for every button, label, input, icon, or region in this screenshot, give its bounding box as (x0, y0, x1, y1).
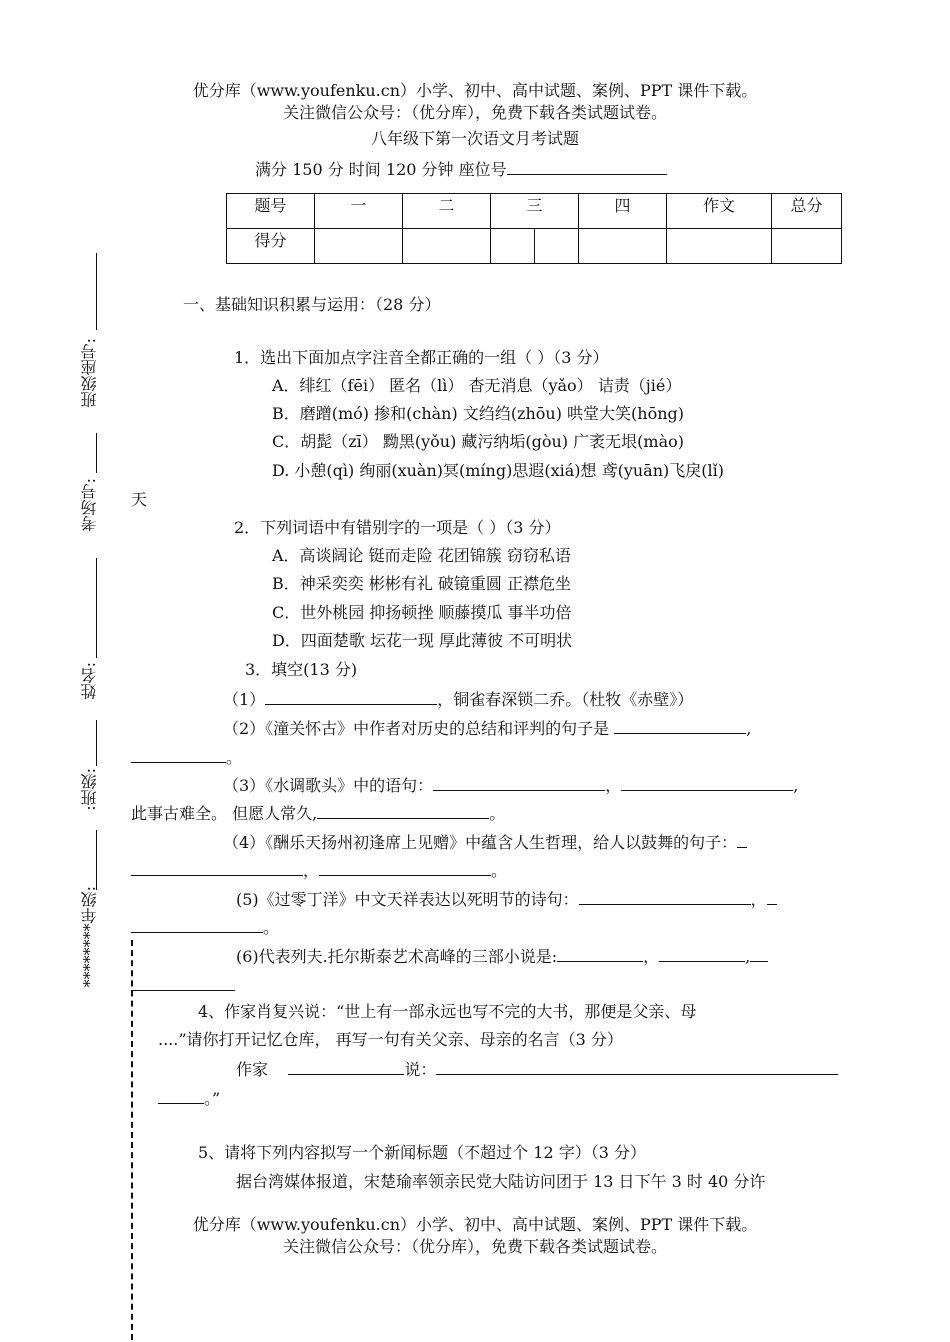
q2-option-b: B．神采奕奕 彬彬有礼 破镜重圆 正襟危坐 (272, 574, 572, 593)
q3-item-1 (223, 688, 693, 710)
q4-stem: 4、作家肖复兴说：“世上有一部永远也写不完的大书，那便是父亲、母 (198, 1002, 697, 1021)
exam-room-label: 考场号: (80, 478, 99, 532)
score-table-cell: 作文 (667, 194, 772, 229)
q4-said-label: 说： (404, 1060, 437, 1079)
score-table-cell: 一 (315, 194, 403, 229)
score-table-cell: 四 (579, 194, 667, 229)
q3-blank[interactable] (557, 945, 643, 962)
q3-blank[interactable] (265, 688, 437, 705)
q3-item-1-text: ，铜雀春深锁二乔。（杜牧《赤壁》） (437, 690, 694, 709)
footer-wechat-line: 关注微信公众号：（优分库），免费下载各类试题试卷。 (282, 1237, 667, 1256)
q4-writer-label: 作家 (236, 1060, 269, 1079)
q3-blank[interactable] (614, 717, 746, 734)
name-label: 姓名: (80, 662, 99, 700)
q3-blank[interactable] (319, 859, 491, 876)
q3-item-2-end: 。 (226, 748, 243, 767)
q3-item-4 (223, 831, 747, 853)
q3-blank[interactable] (131, 859, 303, 876)
q3-blank[interactable] (131, 974, 235, 991)
score-cell-total[interactable] (772, 229, 842, 264)
q3-blank[interactable] (131, 916, 263, 933)
q2-option-c: C．世外桃园 抑扬顿挫 顺藤摸瓜 事半功倍 (272, 603, 572, 622)
score-table-cell: 得分 (227, 229, 315, 264)
q3-item-6-text: (6)代表列夫.托尔斯泰艺术高峰的三部小说是: (236, 947, 558, 966)
q3-item-5: (5)《过零丁洋》中文天祥表达以死明节的诗句： ， (236, 888, 777, 910)
q3-item-4-text: （4）《酬乐天扬州初逢席上见赠》中蕴含人生哲理，给人以鼓舞的句子： (223, 833, 738, 852)
q2-option-d: D．四面楚歌 坛花一现 厚此薄彼 不可明状 (272, 631, 573, 650)
seat-number-blank[interactable] (507, 158, 667, 175)
q4-quote-blank[interactable] (158, 1087, 204, 1104)
q4-answer-line (236, 1058, 838, 1080)
q3-item-3-cont (131, 802, 505, 824)
q3-item-2-text: （2）《潼关怀古》中作者对历史的总结和评判的句子是 (223, 719, 610, 738)
score-cell-3a[interactable] (491, 229, 535, 264)
score-table-cell: 总分 (772, 194, 842, 229)
q3-item-3-text: （3）《水调歌头》中的语句： (223, 776, 434, 795)
binding-line (96, 253, 97, 330)
score-cell-2[interactable] (403, 229, 491, 264)
q1-option-d-cont: 天 (131, 490, 148, 509)
q3-item-3-cont-text: 此事古难全。 但愿人常久, (131, 804, 318, 823)
score-cell-1[interactable] (315, 229, 403, 264)
section-heading: 一、基础知识积累与运用：（28 分） (183, 295, 441, 314)
q1-option-b: B．磨蹭(mó) 掺和(chàn) 文绉绉(zhōu) 哄堂大笑(hōng) (272, 404, 685, 423)
q4-answer-cont (158, 1087, 220, 1109)
q3-blank[interactable] (579, 888, 751, 905)
q3-item-4-cont: ， 。 (131, 859, 507, 881)
binding-line (96, 720, 97, 766)
q1-option-d: D. 小憩(qì) 绚丽(xuàn)冥(míng)思遐(xiá)想 鸢(yuān)飞戾(lǐ) (272, 461, 724, 480)
exam-info-text: 满分 150 分 时间 120 分钟 座位号 (255, 160, 507, 179)
q3-item-5-cont (131, 916, 279, 938)
exam-info (255, 157, 667, 180)
q2-option-a: A．高谈阔论 铤而走险 花团锦簇 窃窃私语 (272, 546, 571, 565)
q3-item-6: (6)代表列夫.托尔斯泰艺术高峰的三部小说是: ， , (236, 945, 768, 967)
q3-item-3: （3）《水调歌头》中的语句： ， , (223, 776, 799, 795)
score-cell-3b[interactable] (535, 229, 579, 264)
q3-item-4-end: 。 (491, 861, 508, 880)
header-wechat-line: 关注微信公众号：（优分库），免费下载各类试题试卷。 (282, 103, 667, 122)
q3-item-5-text: (5)《过零丁洋》中文天祥表达以死明节的诗句： (236, 890, 579, 909)
footer-ad-line: 优分库（www.youfenku.cn）小学、初中、高中试题、案例、PPT 课件下载。 (192, 1215, 758, 1234)
score-table-cell: 三 (491, 194, 579, 229)
q4-quote-blank[interactable] (436, 1058, 838, 1075)
q1-option-c: C．胡髭（zī） 黝黑(yǒu) 藏污纳垢(gòu) 广袤无垠(mào) (272, 432, 685, 451)
q3-item-6-cont (131, 974, 235, 996)
q4-writer-blank[interactable] (288, 1058, 404, 1075)
q3-blank[interactable] (737, 831, 747, 848)
score-cell-essay[interactable] (667, 229, 772, 264)
page-title: 八年级下第一次语文月考试题 (370, 129, 579, 148)
q3-blank[interactable] (621, 774, 793, 791)
q3-blank[interactable] (767, 888, 777, 905)
score-table-cell: 题号 (227, 194, 315, 229)
q3-blank[interactable] (131, 746, 226, 763)
binding-line (96, 558, 97, 658)
binding-line (96, 830, 97, 890)
score-cell-4[interactable] (579, 229, 667, 264)
q4-stem-cont: ....”请你打开记忆仓库， 再写一句有关父亲、母亲的名言（3 分） (158, 1030, 623, 1049)
q3-item-5-end: 。 (263, 918, 280, 937)
q3-item-2-cont (131, 746, 242, 768)
header-ad-line: 优分库（www.youfenku.cn）小学、初中、高中试题、案例、PPT 课件下载。 (192, 81, 758, 100)
grade-label: ********年级: (80, 886, 99, 988)
q5-text: 据台湾媒体报道，宋楚瑜率领亲民党大陆访问团于 13 日下午 3 时 40 分许 (236, 1172, 766, 1191)
q4-answer-end: 。” (204, 1089, 221, 1108)
score-table (226, 193, 842, 264)
q1-stem: 1．选出下面加点字注音全都正确的一组（ ）（3 分） (234, 348, 609, 367)
q3-item-1-prefix: （1） (223, 690, 266, 709)
q3-blank[interactable] (659, 945, 745, 962)
q5-stem: 5、请将下列内容拟写一个新闻标题（不超过个 12 字）（3 分） (198, 1143, 646, 1162)
q1-option-a: A．绯红（fēi） 匿名（lì） 杳无消息（yǎo） 诘责（jié） (272, 376, 682, 395)
binding-dashed-line (131, 940, 133, 1340)
q3-blank[interactable] (317, 802, 489, 819)
q3-item-3-end: 。 (489, 804, 506, 823)
q2-stem: 2．下列词语中有错别字的一项是（ ）（3 分） (234, 518, 561, 537)
q3-blank[interactable] (750, 945, 768, 962)
binding-line (96, 433, 97, 473)
score-table-cell: 二 (403, 194, 491, 229)
q3-item-2: （2）《潼关怀古》中作者对历史的总结和评判的句子是 , (223, 719, 752, 738)
score-table-header-row (227, 194, 842, 229)
class-label: :班级: (80, 768, 99, 811)
score-table-score-row (227, 229, 842, 264)
class-seat-label: 班级座号: (80, 338, 99, 408)
q3-blank[interactable] (433, 774, 605, 791)
q3-stem: 3．填空(13 分) (245, 660, 358, 679)
